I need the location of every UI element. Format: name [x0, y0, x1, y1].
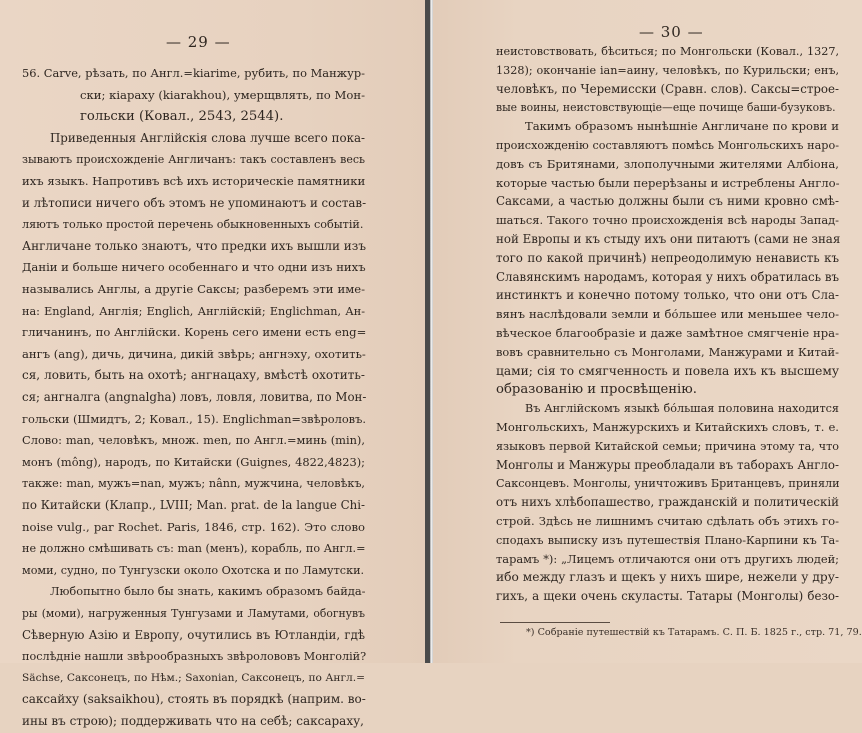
text-line: ски; кіараху (kiarakhou), умерщвлять, по Мон-	[80, 87, 365, 102]
text-line: гольски (Ковал., 2543, 2544).	[80, 109, 284, 125]
text-line: ляютъ только простой перечень обыкновенныхъ событій.	[22, 218, 364, 232]
right-page	[433, 0, 862, 663]
text-line: цами; сія то смягченность и повела ихъ къ высшему	[496, 363, 839, 378]
text-line: образованію и просвѣщенію.	[496, 382, 697, 398]
text-line: Монгольскихъ, Манжурскихъ и Китайскихъ словъ, т. е.	[496, 420, 839, 434]
text-line: зываютъ происхожденіе Англичанъ: такъ составленъ весь	[22, 153, 365, 167]
text-line: послѣдніе нашли звѣрообразныхъ звѣролововъ Монголій?	[22, 650, 367, 664]
text-line: ся, ловить, быть на охотѣ; ангнацаху, вмѣстѣ охотить-	[22, 368, 365, 383]
text-line: вовъ сравнительно съ Монголами, Манжурами и Китай-	[496, 344, 839, 359]
text-line: Въ Англійскомъ языкѣ бо́льшая половина находится	[525, 402, 839, 416]
text-line: вѣческое благообразіе и даже замѣтное смягченіе нра-	[496, 326, 839, 340]
text-line: ся; ангналга (angnalgha) ловъ, ловля, ловитва, по Мон-	[22, 390, 367, 404]
text-line: Саксами, а частью должны были съ ними кровно смѣ-	[496, 194, 839, 209]
text-line: моми, судно, по Тунгузски около Охотска и по Ламутски.	[22, 563, 365, 577]
text-line: и лѣтописи ничего объ этомъ не упоминаютъ и состав-	[22, 195, 367, 210]
text-line: ной Европы и къ стыду ихъ они питаютъ (сами не зная	[496, 232, 841, 246]
text-line: отъ нихъ хлѣбопашество, гражданскій и политическій	[496, 495, 839, 510]
text-line: человѣкъ, по Черемисски (Сравн. слов). Саксы=строе-	[496, 81, 839, 96]
text-line: noise vulg., par Rochet. Paris, 1846, стр. 162). Это слово	[22, 519, 365, 534]
text-line: Сѣверную Азію и Европу, очутились въ Ютландіи, гдѣ	[22, 627, 365, 642]
text-line: Даніи и больше ничего особеннаго и что одни изъ нихъ	[22, 260, 366, 275]
text-line: ины въ строю); поддерживать что на себѣ; саксараху,	[22, 714, 364, 728]
text-line: тарамъ *): „Лицемъ отличаются они отъ другихъ людей;	[496, 551, 839, 566]
text-line: гличанинъ, по Англійски. Корень сего имени есть eng=	[22, 325, 367, 340]
left-page	[0, 0, 425, 728]
text-line: на: England, Англія; Englich, Англійскій; Englichman, Ан-	[22, 304, 365, 318]
text-line: монъ (mông), народъ, по Китайски (Guignes, 4822,4823);	[22, 454, 365, 469]
text-line: ры (моми), нагруженныя Тунгузами и Ламутами, обогнувъ	[22, 607, 365, 620]
text-line: Любопытно было бы знать, какимъ образомъ байда-	[50, 584, 366, 599]
text-line: 56. Carve, рѣзать, по Англ.=kiarime, рубить, по Манжур-	[22, 66, 365, 80]
text-line: сподахъ выписку изъ путешествія Плано-Карпини къ Та-	[496, 533, 839, 547]
footnote: *) Собраніе путешествій къ Татарамъ. С. П. Б. 1825 г., стр. 71, 79.	[526, 627, 862, 638]
text-line: саксайху (saksaikhou), стоять въ порядкѣ (наприм. во-	[22, 692, 366, 707]
page-number: — 29 —	[166, 33, 231, 51]
text-line: Славянскимъ народамъ, которая у нихъ обратилась въ	[496, 269, 839, 284]
text-line: неистовствовать, бѣситься; по Монгольски (Ковал., 1327,	[496, 45, 839, 58]
text-line: Англичане только знаютъ, что предки ихъ вышли изъ	[22, 238, 366, 253]
text-line: происхожденію составляютъ помѣсь Монгольскихъ наро-	[496, 139, 839, 152]
text-line: Саксонцевъ. Монголы, уничтоживъ Британцевъ, приняли	[496, 477, 840, 491]
text-line: Монголы и Манжуры преобладали въ таборахъ Англо-	[496, 457, 839, 472]
text-line: Такимъ образомъ нынѣшніе Англичане по крови и	[525, 119, 839, 134]
text-line: строй. Здѣсь не лишнимъ считаю сдѣлать объ этихъ го-	[496, 514, 839, 528]
text-line: языковъ первой Китайской семьи; причина этому та, что	[496, 439, 839, 453]
text-line: ангъ (ang), дичь, дичина, дикій звѣрь; ангнэху, охотить-	[22, 346, 366, 361]
text-line: вянъ наслѣдовали земли и бо́льшее или меньшее чело-	[496, 307, 839, 322]
text-line: ибо между глазъ и щекъ у нихъ шире, нежели у дру-	[496, 570, 839, 585]
text-line: назывались Англы, а другіе Саксы; разберемъ эти име-	[22, 282, 365, 296]
page-gutter-divider	[425, 0, 433, 663]
text-line: ихъ языкъ. Напротивъ всѣ ихъ историческіе памятники	[22, 174, 366, 188]
text-line: не должно смѣшивать съ: man (менъ), корабль, по Англ.=	[22, 542, 366, 556]
text-line: того по какой причинѣ) непреодолимую ненависть къ	[496, 250, 839, 265]
text-line: Приведенныя Англійскія слова лучше всего пока-	[50, 130, 365, 145]
text-line: гихъ, а щеки очень скуласты. Татары (Монголы) безо-	[496, 589, 839, 604]
text-line: которые частью были перерѣзаны и истреблены Англо-	[496, 175, 840, 190]
page-number: — 30 —	[639, 23, 704, 41]
text-line: Слово: man, человѣкъ, множ. men, по Англ.=минь (min),	[22, 433, 365, 448]
text-line: по Китайски (Клапр., LVIII; Man. prat. de la langue Chi-	[22, 498, 365, 512]
text-line: 1328); окончаніе ian=аину, человѣкъ, по Курильски; енъ,	[496, 63, 839, 77]
text-line: также: man, мужъ=nan, мужъ; nânn, мужчина, человѣкъ,	[22, 477, 365, 491]
text-line: вые воины, неистовствующіе—еще почище баши-бузуковъ.	[496, 101, 836, 115]
text-line: гольски (Шмидтъ, 2; Ковал., 15). Englichman=звѣроловъ.	[22, 411, 366, 426]
text-line: шаться. Такого точно происхожденія всѣ народы Запад-	[496, 213, 839, 228]
text-line: довъ съ Бритянами, злополучными жителями Албіона,	[496, 156, 839, 171]
text-line: Sächse, Саксонецъ, по Нѣм.; Saxonian, Саксонецъ, по Англ.=	[22, 671, 365, 684]
text-line: инстинктъ и конечно потому только, что они отъ Сла-	[496, 288, 839, 303]
footnote-rule	[500, 622, 610, 623]
